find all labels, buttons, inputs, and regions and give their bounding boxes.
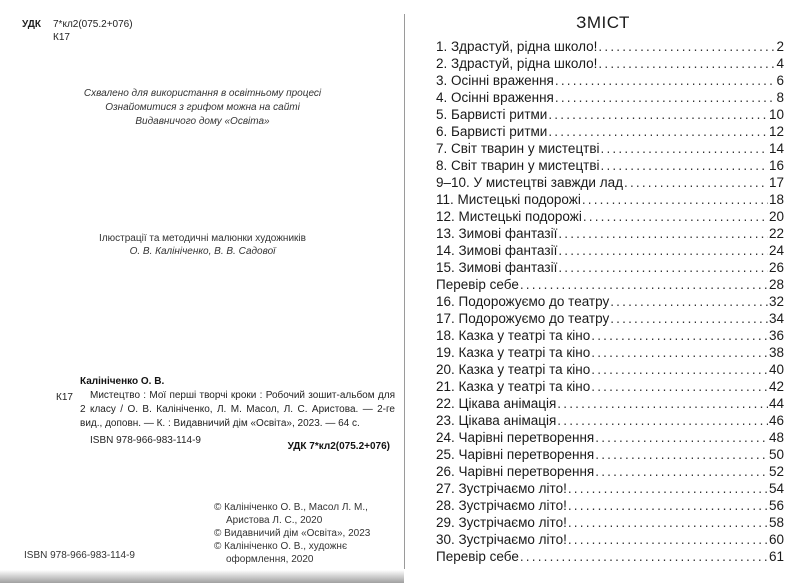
entry-page-number: 28	[768, 277, 784, 292]
dot-leader	[555, 89, 776, 106]
approval-line: Ознайомитися з грифом можна на сайті	[105, 102, 300, 113]
contents-entry[interactable]	[436, 293, 784, 310]
contents-entry[interactable]	[436, 259, 784, 276]
contents-entry[interactable]	[436, 89, 784, 106]
entry-title: 26. Чарівні перетворення	[436, 464, 595, 479]
dot-leader	[568, 497, 768, 514]
entry-title: 22. Цікава анімація	[436, 396, 557, 411]
approval-line: Видавничого дому «Освіта»	[135, 116, 270, 127]
dot-leader	[582, 191, 768, 208]
record-isbn: ISBN 978-966-983-114-9	[90, 435, 201, 446]
entry-title: 9–10. У мистецтві завжди лад	[436, 175, 623, 190]
dot-leader	[548, 106, 768, 123]
dot-leader	[610, 293, 768, 310]
entry-title: 21. Казка у театрі та кіно	[436, 379, 591, 394]
dot-leader	[591, 361, 768, 378]
dot-leader	[557, 395, 768, 412]
dot-leader	[568, 531, 768, 548]
entry-page-number: 12	[768, 124, 784, 139]
dot-leader	[598, 38, 775, 55]
dot-leader	[601, 157, 768, 174]
contents-entry[interactable]	[436, 191, 784, 208]
entry-page-number: 10	[768, 107, 784, 122]
contents-entry[interactable]	[436, 225, 784, 242]
contents-entry[interactable]	[436, 514, 784, 531]
entry-title: Перевір себе	[436, 277, 519, 292]
entry-page-number: 18	[768, 192, 784, 207]
entry-title: 12. Мистецькі подорожі	[436, 209, 582, 224]
entry-page-number: 44	[768, 396, 784, 411]
entry-page-number: 48	[768, 430, 784, 445]
contents-entry[interactable]	[436, 276, 784, 293]
entry-page-number: 6	[776, 73, 784, 88]
dot-leader	[520, 276, 768, 293]
entry-page-number: 46	[768, 413, 784, 428]
contents-entry[interactable]	[436, 327, 784, 344]
contents-entry[interactable]	[436, 463, 784, 480]
contents-entry[interactable]	[436, 174, 784, 191]
entry-page-number: 50	[768, 447, 784, 462]
entry-page-number: 16	[768, 158, 784, 173]
dot-leader	[557, 412, 768, 429]
page-divider	[404, 14, 405, 569]
contents-entry[interactable]	[436, 157, 784, 174]
dot-leader	[558, 259, 768, 276]
entry-page-number: 24	[768, 243, 784, 258]
entry-title: 5. Барвисті ритми	[436, 107, 548, 122]
contents-entry[interactable]	[436, 395, 784, 412]
entry-title: 19. Казка у театрі та кіно	[436, 345, 591, 360]
entry-page-number: 38	[768, 345, 784, 360]
entry-title: 20. Казка у театрі та кіно	[436, 362, 591, 377]
dot-leader	[568, 480, 768, 497]
entry-page-number: 20	[768, 209, 784, 224]
entry-page-number: 17	[768, 175, 784, 190]
entry-title: 25. Чарівні перетворення	[436, 447, 595, 462]
entry-page-number: 2	[776, 39, 784, 54]
dot-leader	[591, 344, 768, 361]
entry-title: 24. Чарівні перетворення	[436, 430, 595, 445]
entry-title: Перевір себе	[436, 549, 519, 564]
approval-note	[0, 87, 405, 129]
copyright-block	[214, 501, 386, 566]
dot-leader	[595, 446, 768, 463]
entry-page-number: 14	[768, 141, 784, 156]
entry-page-number: 54	[768, 481, 784, 496]
entry-page-number: 34	[768, 311, 784, 326]
entry-title: 30. Зустрічаємо літо!	[436, 532, 567, 547]
contents-entry[interactable]	[436, 412, 784, 429]
entry-title: 13. Зимові фантазії	[436, 226, 558, 241]
isbn-footer: ISBN 978-966-983-114-9	[24, 550, 135, 561]
contents-entry[interactable]	[436, 106, 784, 123]
udk-footer: УДК 7*кл2(075.2+076)	[287, 441, 390, 452]
entry-title: 1. Здрастуй, рідна школо!	[436, 39, 598, 54]
entry-page-number: 22	[768, 226, 784, 241]
dot-leader	[598, 55, 775, 72]
dot-leader	[558, 242, 768, 259]
entry-page-number: 26	[768, 260, 784, 275]
copyright-line: © Видавничий дім «Освіта», 2023	[214, 528, 371, 539]
contents-entry[interactable]	[436, 446, 784, 463]
contents-title: ЗМІСТ	[576, 13, 630, 32]
contents-entry[interactable]	[436, 55, 784, 72]
entry-page-number: 40	[768, 362, 784, 377]
contents-entry[interactable]	[436, 497, 784, 514]
record-author-mark: К17	[56, 392, 73, 403]
entry-title: 4. Осінні враження	[436, 90, 554, 105]
contents-entry[interactable]	[436, 208, 784, 225]
entry-title: 23. Цікава анімація	[436, 413, 557, 428]
entry-page-number: 60	[768, 532, 784, 547]
entry-page-number: 4	[776, 56, 784, 71]
copyright-line: © Калініченко О. В., Масол Л. М., Аристова Л. С., 2020	[214, 502, 368, 526]
entry-title: 27. Зустрічаємо літо!	[436, 481, 567, 496]
illustrations-line: Ілюстрації та методичні малюнки художників	[99, 233, 306, 244]
contents-entry[interactable]	[436, 310, 784, 327]
dot-leader	[583, 208, 768, 225]
contents-entry[interactable]	[436, 480, 784, 497]
entry-title: 11. Мистецькі подорожі	[436, 192, 581, 207]
dot-leader	[591, 378, 768, 395]
entry-title: 2. Здрастуй, рідна школо!	[436, 56, 598, 71]
record-author: Калініченко О. В.	[80, 376, 165, 387]
entry-page-number: 58	[768, 515, 784, 530]
author-mark: К17	[53, 32, 70, 43]
entry-page-number: 32	[768, 294, 784, 309]
udk-code: 7*кл2(075.2+076)	[53, 19, 133, 30]
copyright-line: © Калініченко О. В., художнє оформлення, 2020	[214, 541, 348, 565]
contents-entry[interactable]	[436, 123, 784, 140]
dot-leader	[591, 327, 768, 344]
contents-page	[406, 0, 800, 583]
contents-entry[interactable]	[436, 429, 784, 446]
dot-leader	[595, 429, 768, 446]
udk-header	[22, 18, 133, 44]
entry-title: 28. Зустрічаємо літо!	[436, 498, 567, 513]
dot-leader	[568, 514, 768, 531]
udk-label: УДК	[22, 19, 41, 30]
entry-title: 8. Світ тварин у мистецтві	[436, 158, 600, 173]
contents-entry[interactable]	[436, 38, 784, 55]
entry-page-number: 56	[768, 498, 784, 513]
contents-entry[interactable]	[436, 242, 784, 259]
contents-entry[interactable]	[436, 361, 784, 378]
contents-entry[interactable]	[436, 72, 784, 89]
approval-line: Схвалено для використання в освітньому процесі	[83, 88, 322, 99]
dot-leader	[555, 72, 776, 89]
entry-title: 18. Казка у театрі та кіно	[436, 328, 591, 343]
entry-title: 16. Подорожуємо до театру	[436, 294, 610, 309]
dot-leader	[624, 174, 768, 191]
contents-entry[interactable]	[436, 548, 784, 565]
entry-title: 7. Світ тварин у мистецтві	[436, 141, 600, 156]
dot-leader	[595, 463, 768, 480]
entry-title: 14. Зимові фантазії	[436, 243, 558, 258]
contents-entry[interactable]	[436, 378, 784, 395]
contents-entry[interactable]	[436, 531, 784, 548]
entry-page-number: 36	[768, 328, 784, 343]
dot-leader	[558, 225, 768, 242]
contents-entry[interactable]	[436, 344, 784, 361]
entry-title: 3. Осінні враження	[436, 73, 554, 88]
dot-leader	[601, 140, 768, 157]
contents-entry[interactable]	[436, 140, 784, 157]
entry-page-number: 61	[768, 549, 784, 564]
entry-title: 15. Зимові фантазії	[436, 260, 558, 275]
record-description: Мистецтво : Мої перші творчі кроки : Робочий зошит-альбом для 2 класу / О. В. Калініченко, Л. М. Масол, Л. С. Аристова. — 2-ге вид., доповн. — К. : Видавничий дім «Освіта», 2023. — 64 с.	[80, 390, 395, 429]
entry-page-number: 52	[768, 464, 784, 479]
entry-page-number: 8	[776, 90, 784, 105]
entry-title: 17. Подорожуємо до театру	[436, 311, 610, 326]
illustrator-names: О. В. Калініченко, В. В. Садової	[129, 246, 276, 257]
bibliographic-record	[56, 375, 395, 448]
dot-leader	[610, 310, 768, 327]
entry-title: 6. Барвисті ритми	[436, 124, 548, 139]
illustrations-credit	[0, 232, 405, 258]
dot-leader	[520, 548, 768, 565]
dot-leader	[548, 123, 768, 140]
entry-title: 29. Зустрічаємо літо!	[436, 515, 567, 530]
entry-page-number: 42	[768, 379, 784, 394]
page-shadow	[0, 570, 404, 583]
contents-list	[436, 38, 784, 565]
